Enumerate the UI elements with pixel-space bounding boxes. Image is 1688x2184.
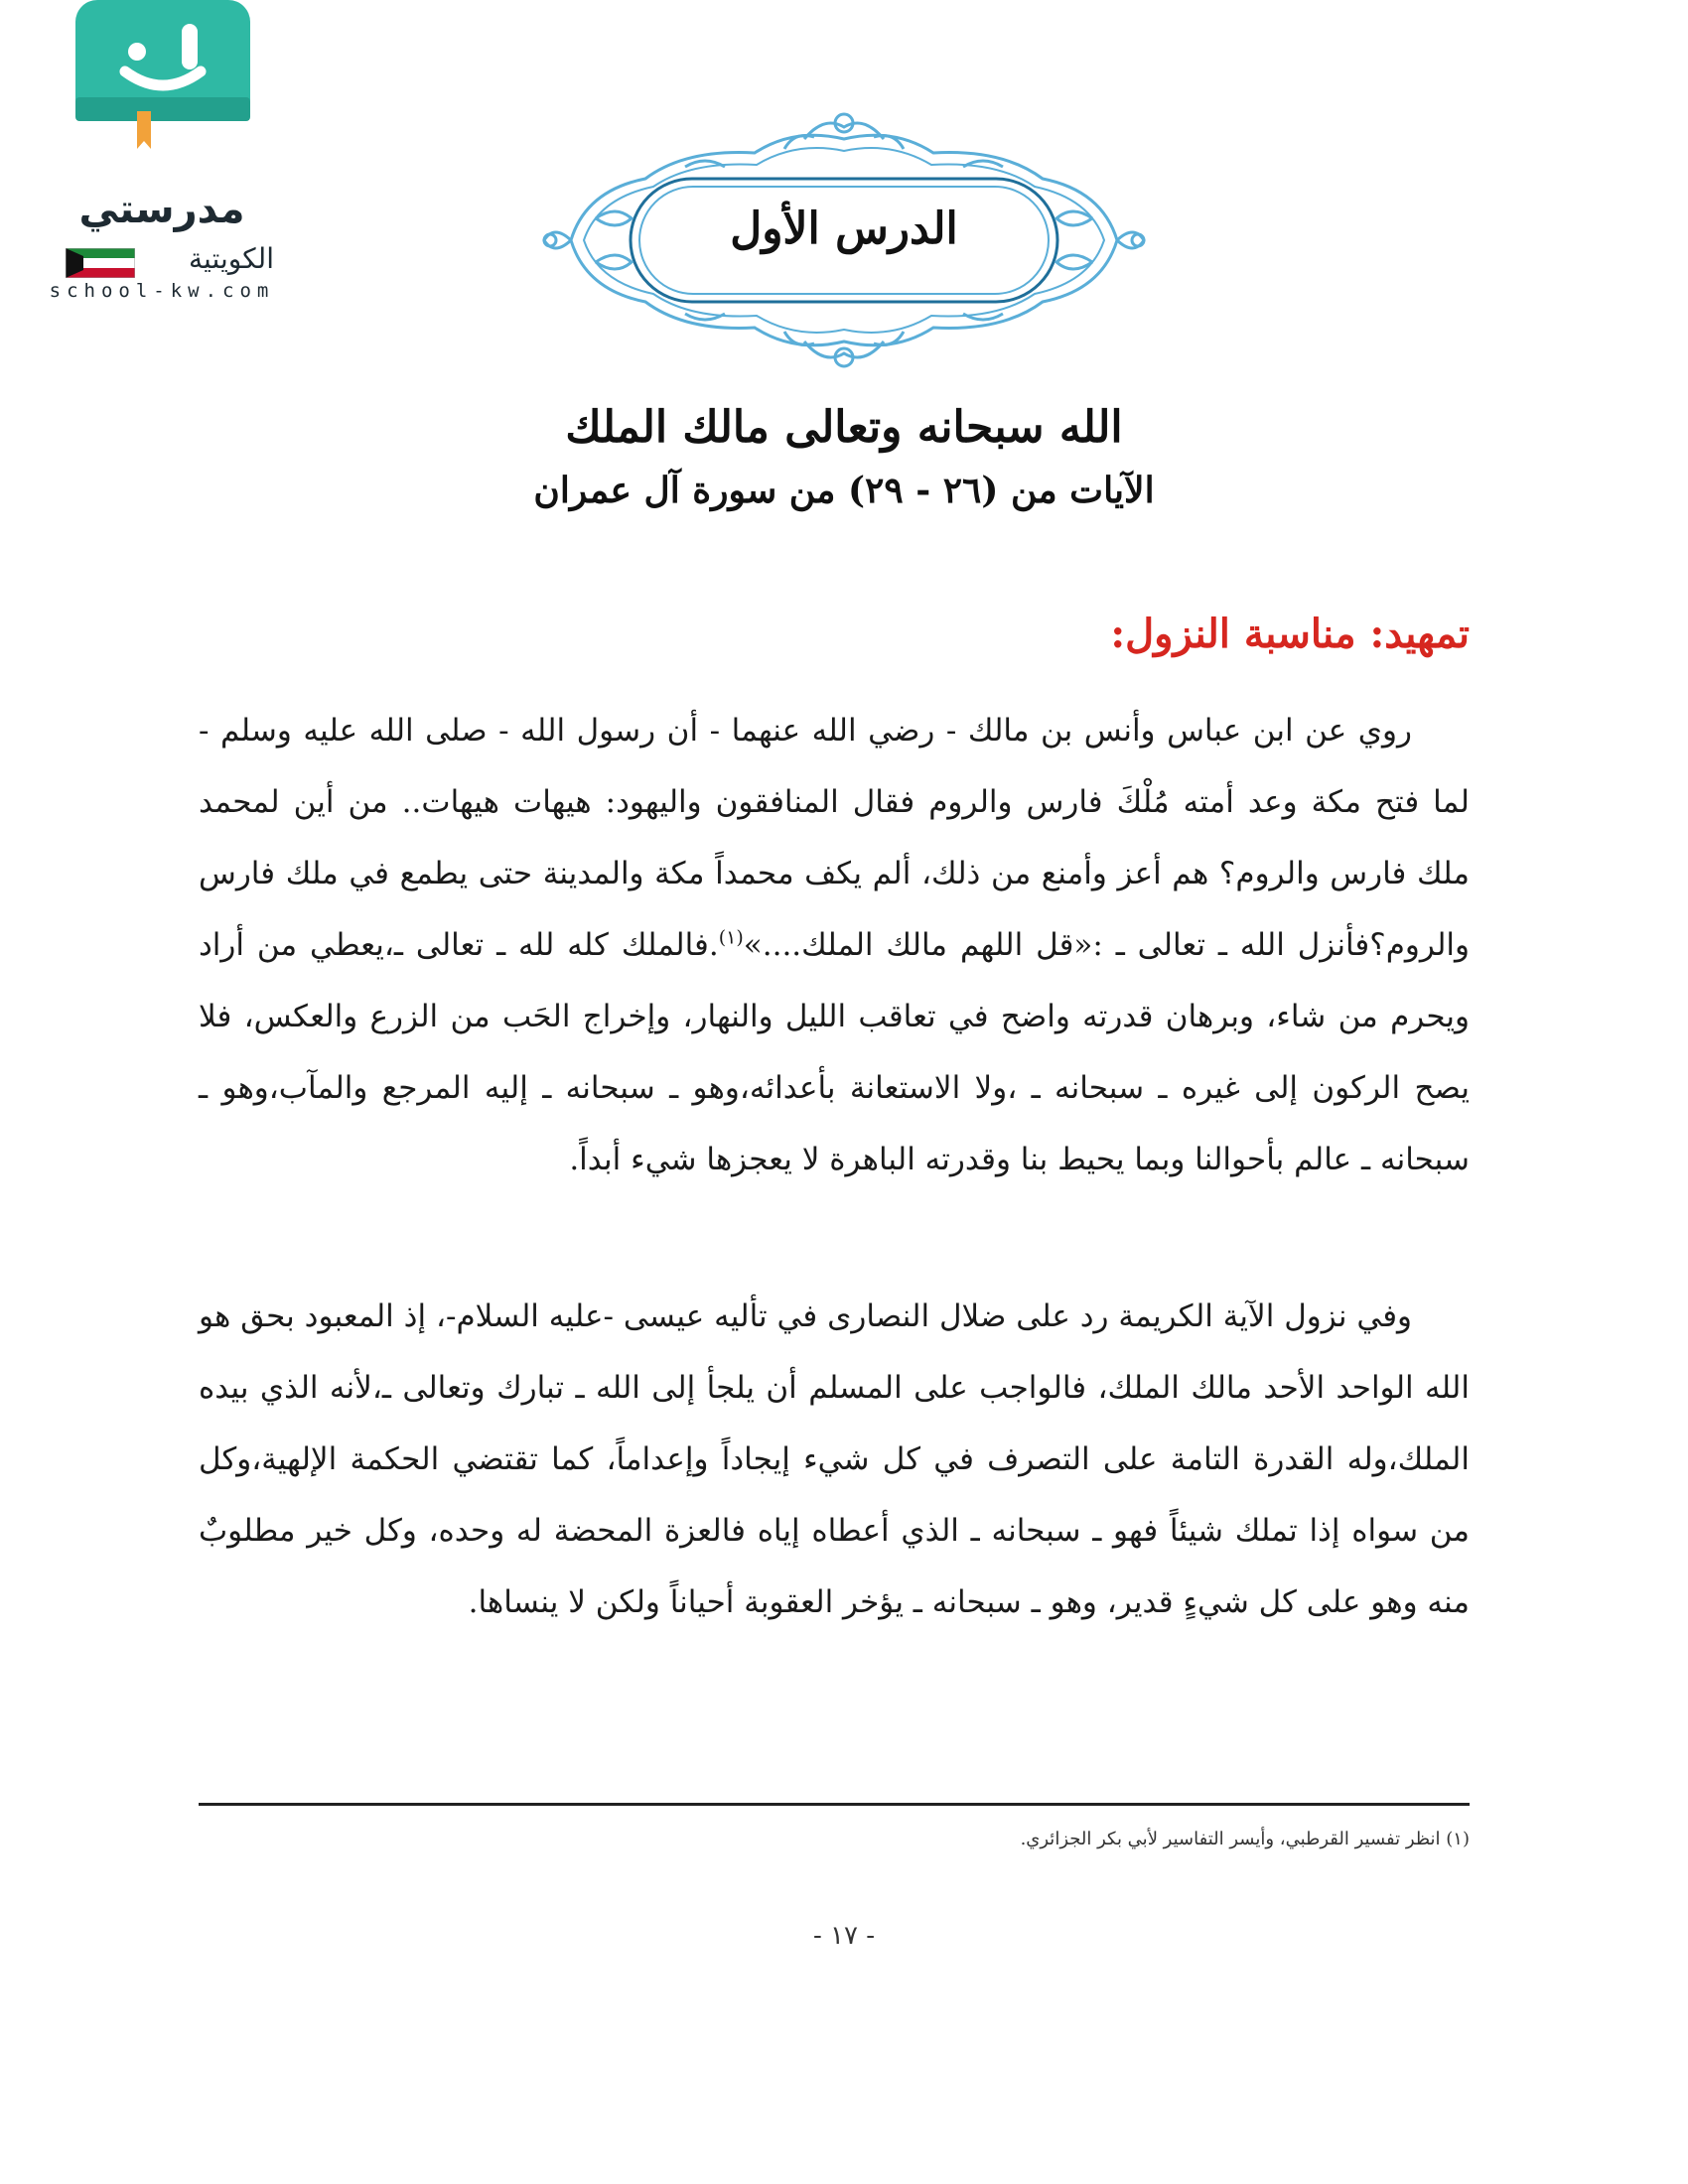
logo-subtitle-row <box>56 242 274 282</box>
page-subtitle: الآيات من (٢٦ - ٢٩) من سورة آل عمران <box>533 470 1155 511</box>
lesson-label: الدرس الأول <box>730 204 958 254</box>
logo-subtitle: الكويتية <box>189 242 274 275</box>
logo-name: مدرستي <box>78 187 245 232</box>
page-number: - ١٧ - <box>812 1921 876 1951</box>
paragraph-occasion-part2: .فالملك كله لله ـ تعالى ـ،يعطي من أراد ويحرم من شاء، وبرهان قدرته واضح في تعاقب الليل والنهار، وإخراج الحَب من الزرع والعكس، فلا يصح الركون إلى غيره ـ سبحانه ـ ،ولا الاستعانة بأعدائه،وهو ـ سبحانه ـ إليه المرجع والمآب،وهو ـ سبحانه ـ عالم بأحوالنا وبما يحيط بنا وقدرته الباهرة لا يعجزها شيء أبداً. <box>199 927 1470 1177</box>
book-logo-icon <box>75 0 250 149</box>
logo-url: school-kw.com <box>49 280 275 302</box>
page-title: الله سبحانه وتعالى مالك الملك <box>565 402 1123 453</box>
paragraph-refutation <box>199 1281 1470 1638</box>
footnote: (١) انظر تفسير القرطبي، وأيسر التفاسير لأبي بكر الجزائري. <box>1020 1829 1470 1849</box>
kuwait-flag-icon <box>66 248 135 278</box>
paragraph-refutation-text: وفي نزول الآية الكريمة رد على ضلال النصارى في تأليه عيسى -عليه السلام-، إذ المعبود بحق هو الله الواحد الأحد مالك الملك، فالواجب على المسلم أن يلجأ إلى الله ـ تبارك وتعالى ـ،لأنه الذي بيده الملك،وله القدرة التامة على التصرف في كل شيء إيجاداً وإعداماً، كما تقتضي الحكمة الإلهية،وكل من سواه إذا تملك شيئاً فهو ـ سبحانه ـ الذي أعطاه إياه فالعزة المحضة له وحده، وكل خير مطلوبٌ منه وهو على كل شيءٍ قدير، وهو ـ سبحانه ـ يؤخر العقوبة أحياناً ولكن لا ينساها. <box>199 1298 1470 1620</box>
paragraph-occasion <box>199 695 1470 1195</box>
footnote-divider <box>199 1803 1470 1806</box>
logo <box>18 0 306 308</box>
paragraph-occasion-part1: روي عن ابن عباس وأنس بن مالك - رضي الله عنهما - أن رسول الله - صلى الله عليه وسلم - لما فتح مكة وعد أمته مُلْكَ فارس والروم فقال المنافقون واليهود: هيهات هيهات.. من أين لمحمد ملك فارس والروم؟ هم أعز وأمنع من ذلك، ألم يكف محمداً مكة والمدينة حتى يطمع في ملك فارس والروم؟فأنزل الله ـ تعالى ـ :«قل اللهم مالك الملك....» <box>199 713 1470 963</box>
section-heading: تمهيد: مناسبة النزول: <box>1110 611 1470 657</box>
footnote-reference: (١) <box>718 926 744 949</box>
